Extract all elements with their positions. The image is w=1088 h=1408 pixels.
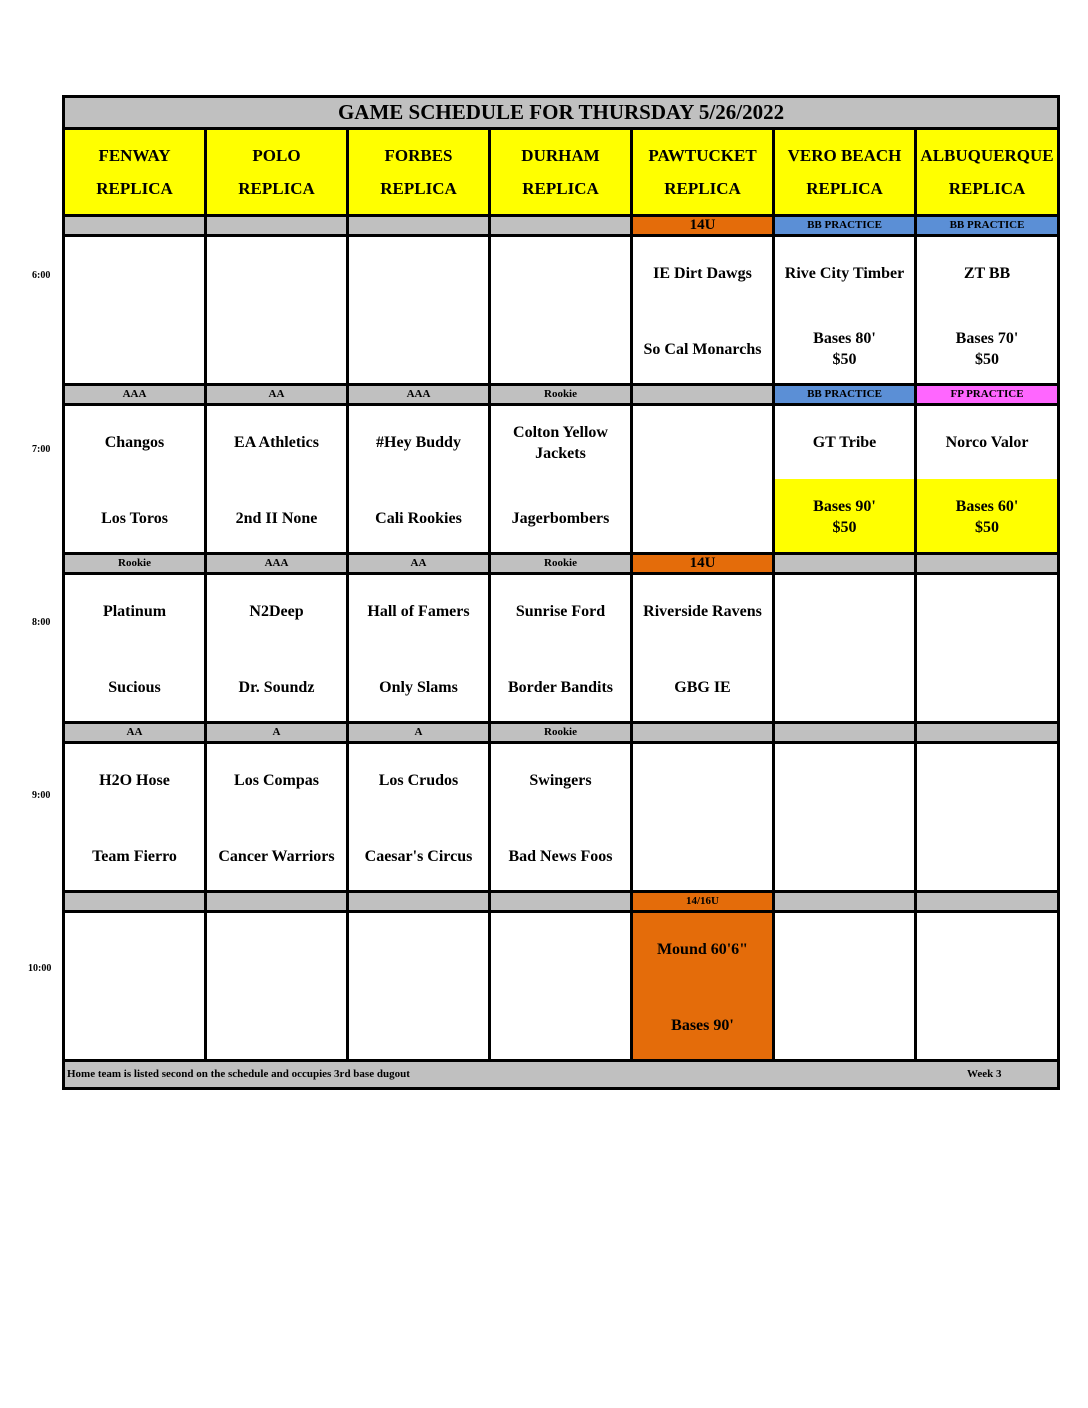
division-label — [916, 723, 1059, 743]
schedule-title: GAME SCHEDULE FOR THURSDAY 5/26/2022 — [64, 97, 1059, 129]
home-team: Sucious — [108, 679, 161, 696]
home-team: Cali Rookies — [375, 510, 462, 527]
game-cell — [632, 743, 774, 892]
away-team: H2O Hose — [99, 772, 170, 789]
field-name: DURHAM — [521, 146, 600, 165]
game-slot — [917, 406, 1057, 552]
field-sub: REPLICA — [522, 179, 599, 198]
game-slot — [207, 575, 346, 721]
game-slot — [633, 575, 772, 721]
footer-note: Home team is listed second on the schedule and occupies 3rd base dugout — [67, 1068, 410, 1080]
game-slot — [65, 575, 204, 721]
field-header — [774, 129, 916, 216]
division-label — [206, 216, 348, 236]
division-label: BB PRACTICE — [916, 216, 1059, 236]
time-label: 7:00 — [32, 444, 51, 455]
time-label: 8:00 — [32, 617, 51, 628]
division-label — [64, 892, 206, 912]
away-team: EA Athletics — [234, 434, 319, 451]
division-label — [206, 892, 348, 912]
game-slot — [349, 406, 488, 552]
field-header — [64, 129, 206, 216]
game-slot — [491, 575, 630, 721]
game-slot — [491, 913, 630, 1059]
field-header — [490, 129, 632, 216]
game-slot — [65, 744, 204, 890]
game-cell — [490, 236, 632, 385]
home-team: Bases 90' — [671, 1017, 734, 1034]
division-label: AA — [206, 385, 348, 405]
home-team: Bases 70' $50 — [955, 330, 1019, 368]
home-team: Jagerbombers — [511, 510, 610, 527]
game-slot — [207, 237, 346, 383]
division-label: Rookie — [490, 385, 632, 405]
away-team: GT Tribe — [812, 434, 877, 451]
game-cell — [348, 912, 490, 1061]
division-label: Rookie — [64, 554, 206, 574]
game-cell — [490, 405, 632, 554]
footer-row — [64, 1061, 1059, 1089]
game-cell — [490, 743, 632, 892]
away-team: Changos — [104, 434, 165, 451]
division-label: 14U — [632, 554, 774, 574]
game-row — [64, 912, 1059, 1061]
field-sub: REPLICA — [664, 179, 741, 198]
game-slot — [65, 913, 204, 1059]
game-cell — [916, 912, 1059, 1061]
field-name: FENWAY — [98, 146, 171, 165]
game-cell — [774, 912, 916, 1061]
division-label: AAA — [206, 554, 348, 574]
field-sub: REPLICA — [380, 179, 457, 198]
field-name: VERO BEACH — [787, 146, 902, 165]
game-cell — [774, 743, 916, 892]
division-label: FP PRACTICE — [916, 385, 1059, 405]
division-label — [916, 892, 1059, 912]
home-team: Caesar's Circus — [364, 848, 473, 865]
game-slot — [633, 744, 772, 890]
game-row — [64, 743, 1059, 892]
schedule-table — [62, 95, 1060, 1090]
week-label: Week 3 — [967, 1068, 1002, 1080]
home-team: Bases 80' $50 — [813, 330, 876, 368]
division-label: AAA — [64, 385, 206, 405]
game-slot — [207, 913, 346, 1059]
away-team: Norco Valor — [945, 434, 1029, 451]
field-header — [348, 129, 490, 216]
game-cell — [64, 743, 206, 892]
game-cell — [64, 236, 206, 385]
division-label: Rookie — [490, 554, 632, 574]
game-slot — [65, 237, 204, 383]
home-team: Cancer Warriors — [218, 848, 335, 865]
away-team: ZT BB — [963, 265, 1011, 282]
away-team: Hall of Famers — [367, 603, 470, 620]
game-slot — [207, 406, 346, 552]
division-label — [632, 385, 774, 405]
game-slot — [917, 744, 1057, 890]
division-label: BB PRACTICE — [774, 385, 916, 405]
away-team: Riverside Ravens — [643, 603, 762, 620]
game-slot — [775, 744, 914, 890]
game-cell — [206, 574, 348, 723]
division-label — [632, 723, 774, 743]
division-label: AAA — [348, 385, 490, 405]
game-cell — [206, 236, 348, 385]
field-name: PAWTUCKET — [648, 146, 757, 165]
game-row — [64, 236, 1059, 385]
game-cell — [916, 236, 1059, 385]
game-slot — [917, 237, 1057, 383]
game-cell — [632, 912, 774, 1061]
away-team: Swingers — [529, 772, 592, 789]
division-label — [490, 216, 632, 236]
game-row — [64, 574, 1059, 723]
game-cell — [916, 574, 1059, 723]
division-row — [64, 385, 1059, 405]
home-team: Team Fierro — [92, 848, 177, 865]
division-row — [64, 216, 1059, 236]
game-cell — [348, 236, 490, 385]
division-label — [774, 892, 916, 912]
time-label: 6:00 — [32, 270, 51, 281]
home-team: GBG IE — [674, 679, 731, 696]
game-slot — [349, 237, 488, 383]
division-label: A — [348, 723, 490, 743]
field-name: FORBES — [384, 146, 453, 165]
division-row — [64, 723, 1059, 743]
away-team: Mound 60'6" — [656, 941, 749, 958]
game-slot — [349, 575, 488, 721]
home-team: Bases 90' $50 — [813, 498, 876, 536]
division-label: Rookie — [490, 723, 632, 743]
game-cell — [490, 912, 632, 1061]
game-row — [64, 405, 1059, 554]
game-slot — [917, 575, 1057, 721]
division-label — [348, 892, 490, 912]
division-row — [64, 554, 1059, 574]
time-label: 10:00 — [28, 963, 52, 974]
division-row — [64, 892, 1059, 912]
game-cell — [632, 236, 774, 385]
division-label — [348, 216, 490, 236]
game-cell — [64, 574, 206, 723]
game-slot — [775, 237, 914, 383]
game-cell — [206, 743, 348, 892]
game-cell — [916, 405, 1059, 554]
footer — [64, 1061, 1059, 1089]
game-slot — [633, 406, 772, 552]
home-team: Bases 60' $50 — [955, 498, 1019, 536]
game-cell — [348, 574, 490, 723]
field-name: ALBUQUERQUE — [920, 146, 1054, 165]
field-name: POLO — [252, 146, 301, 165]
game-slot — [775, 575, 914, 721]
field-sub: REPLICA — [948, 179, 1026, 198]
away-team: #Hey Buddy — [376, 434, 461, 451]
game-slot — [491, 744, 630, 890]
division-label: BB PRACTICE — [774, 216, 916, 236]
game-cell — [206, 912, 348, 1061]
game-cell — [774, 236, 916, 385]
field-sub: REPLICA — [238, 179, 315, 198]
division-label: A — [206, 723, 348, 743]
game-slot — [349, 744, 488, 890]
home-team: Los Toros — [101, 510, 168, 527]
game-cell — [774, 405, 916, 554]
home-team: Border Bandits — [507, 679, 614, 696]
home-team: Bad News Foos — [508, 848, 613, 865]
game-cell — [206, 405, 348, 554]
away-team: Platinum — [102, 603, 167, 620]
away-team: N2Deep — [249, 603, 304, 620]
division-label: 14U — [632, 216, 774, 236]
game-slot — [633, 237, 772, 383]
division-label — [64, 216, 206, 236]
field-sub: REPLICA — [806, 179, 883, 198]
field-header — [916, 129, 1059, 216]
game-cell — [774, 574, 916, 723]
game-cell — [64, 405, 206, 554]
division-label — [774, 554, 916, 574]
away-team: IE Dirt Dawgs — [653, 265, 752, 282]
field-sub: REPLICA — [96, 179, 173, 198]
home-team: So Cal Monarchs — [643, 341, 762, 358]
game-slot — [775, 913, 914, 1059]
game-cell — [348, 743, 490, 892]
away-team: Colton Yellow Jackets — [513, 424, 608, 462]
field-header — [206, 129, 348, 216]
time-label: 9:00 — [32, 790, 51, 801]
home-team: 2nd II None — [235, 510, 318, 527]
game-slot — [65, 406, 204, 552]
game-cell — [916, 743, 1059, 892]
game-cell — [64, 912, 206, 1061]
division-label — [916, 554, 1059, 574]
away-team: Los Compas — [234, 772, 319, 789]
home-team: Only Slams — [379, 679, 458, 696]
division-label: AA — [64, 723, 206, 743]
away-team: Sunrise Ford — [515, 603, 606, 620]
game-cell — [490, 574, 632, 723]
division-label — [490, 892, 632, 912]
game-cell — [632, 405, 774, 554]
away-team: Rive City Timber — [784, 265, 905, 282]
away-team: Los Crudos — [378, 772, 459, 789]
game-slot — [491, 406, 630, 552]
division-label: AA — [348, 554, 490, 574]
game-cell — [348, 405, 490, 554]
field-header — [632, 129, 774, 216]
game-slot — [491, 237, 630, 383]
game-slot — [207, 744, 346, 890]
game-slot — [775, 406, 914, 552]
division-label: 14/16U — [632, 892, 774, 912]
game-slot — [633, 913, 772, 1059]
game-slot — [917, 913, 1057, 1059]
home-team: Dr. Soundz — [238, 679, 315, 696]
game-slot — [349, 913, 488, 1059]
game-cell — [632, 574, 774, 723]
division-label — [774, 723, 916, 743]
